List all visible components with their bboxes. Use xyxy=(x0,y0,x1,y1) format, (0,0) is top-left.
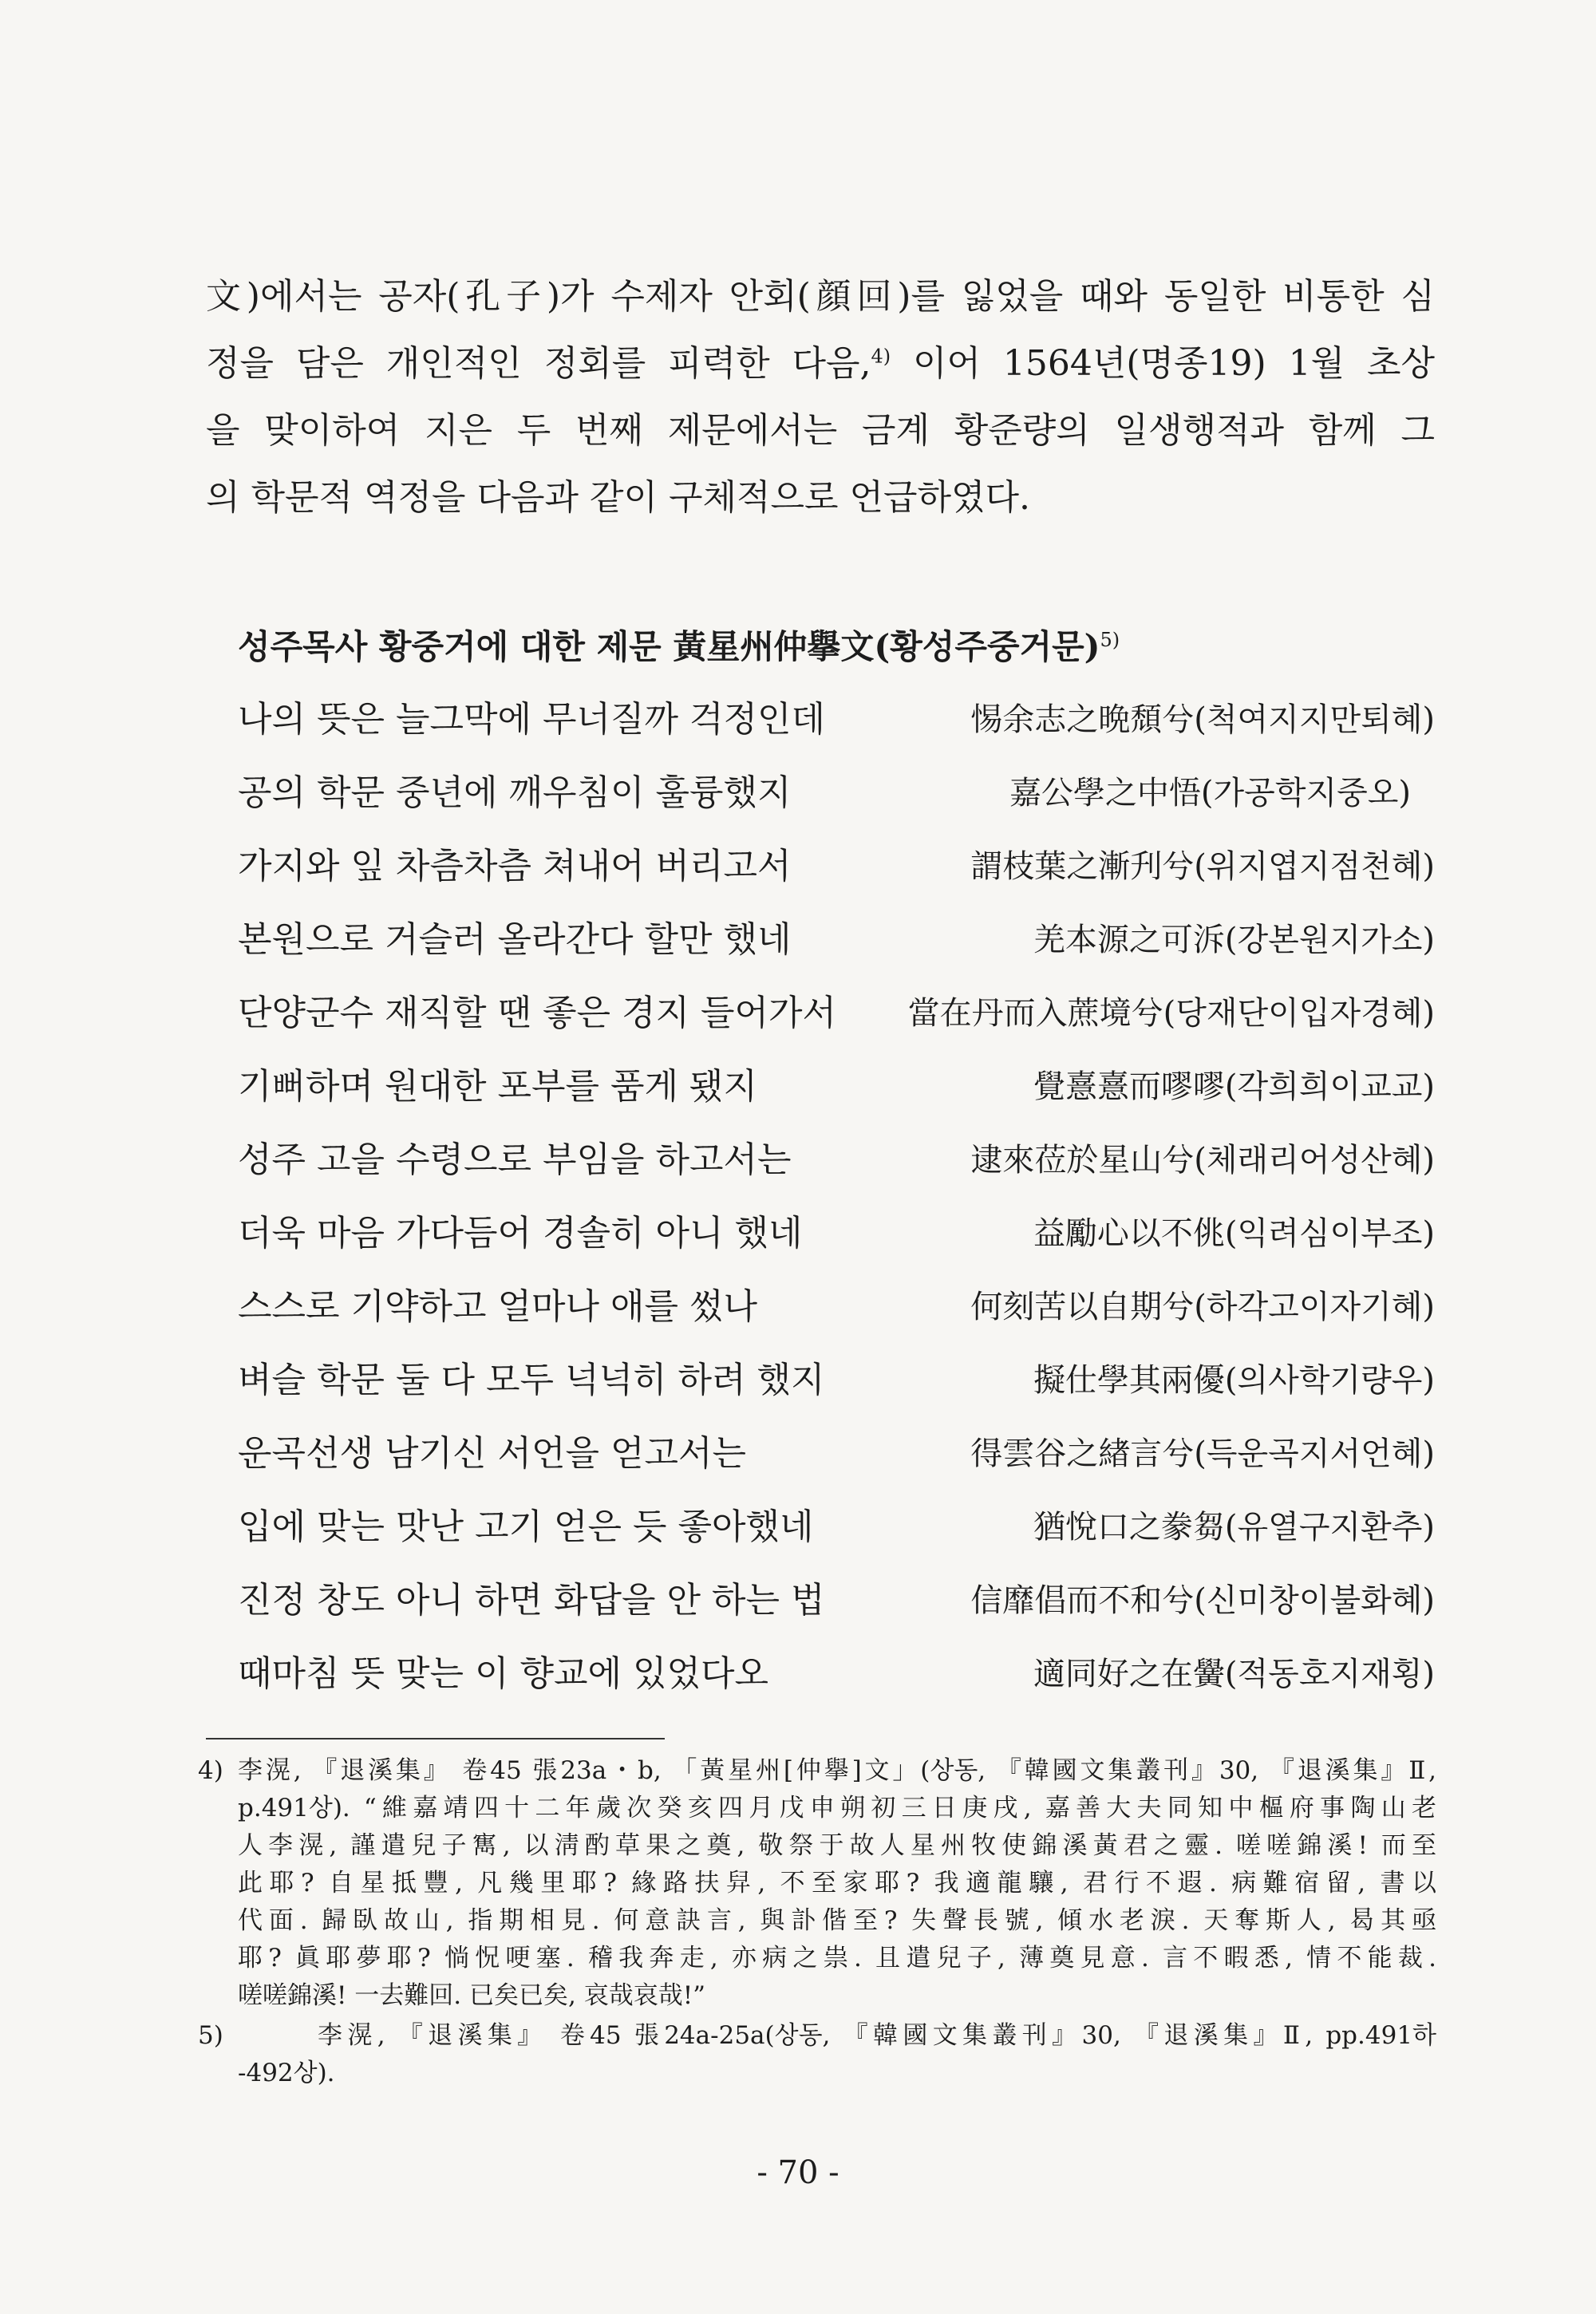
verse-line xyxy=(238,1564,1435,1637)
verse-hanja: 羌本源之可泝(강본원지가소) xyxy=(1033,922,1435,958)
verse-hanja: 逮來莅於星山兮(체래리어성산혜) xyxy=(970,1142,1435,1179)
verse-line xyxy=(238,977,1435,1050)
intro-line-2 xyxy=(206,330,1435,397)
verse-line xyxy=(238,1491,1435,1564)
verse-korean: 본원으로 거슬러 올라간다 할만 했네 xyxy=(238,919,792,960)
verse-hanja: 何刻苦以自期兮(하각고이자기혜) xyxy=(970,1289,1435,1325)
intro-paragraph xyxy=(206,263,1435,531)
verse-hanja: 覺憙憙而嘐嘐(각희희이교교) xyxy=(1033,1068,1435,1105)
verse-korean: 더욱 마음 가다듬어 경솔히 아니 했네 xyxy=(238,1213,803,1254)
verse-korean: 때마침 뜻 맞는 이 향교에 있었다오 xyxy=(238,1653,768,1694)
footnote-ref-4[interactable]: 4) xyxy=(871,345,891,368)
footnote-line: 代面. 歸臥故山, 指期相見. 何意訣言, 與訃偕至? 失聲長號, 傾水老淚. 天奪斯人, 曷其亟 xyxy=(238,1906,1436,1935)
verse-line xyxy=(238,1344,1435,1417)
footnote-line: 耶? 眞耶夢耶? 惝怳哽塞. 稽我奔走, 亦病之祟. 且遣兒子, 薄奠見意. 言不暇悉, 情不能裁. xyxy=(238,1944,1436,1972)
verse-line xyxy=(238,1123,1435,1197)
verse-korean: 벼슬 학문 둘 다 모두 넉넉히 하려 했지 xyxy=(238,1360,825,1400)
verse-hanja: 當在丹而入蔗境兮(당재단이입자경혜) xyxy=(907,995,1435,1032)
footnote-divider xyxy=(206,1738,665,1739)
intro-line-3: 을 맞이하여 지은 두 번째 제문에서는 금계 황준량의 일생행적과 함께 그 xyxy=(206,410,1435,451)
footnote-5 xyxy=(198,2017,1436,2092)
verse-line xyxy=(238,1050,1435,1123)
footnote-line: 嗟嗟錦溪! 一去難回. 已矣已矣, 哀哉哀哉!” xyxy=(238,1981,706,2010)
verse-korean: 가지와 잎 차츰차츰 쳐내어 버리고서 xyxy=(238,846,792,887)
verse-hanja: 信靡倡而不和兮(신미창이불화혜) xyxy=(970,1582,1435,1619)
verse-korean: 단양군수 재직할 땐 좋은 경지 들어가서 xyxy=(238,993,836,1033)
verse-line xyxy=(238,1197,1435,1270)
verse-hanja: 擬仕學其兩優(의사학기량우) xyxy=(1033,1362,1435,1399)
verse-hanja: 猶悅口之豢芻(유열구지환추) xyxy=(1033,1509,1435,1546)
verse-line xyxy=(238,1637,1435,1711)
verse-korean: 입에 맞는 맛난 고기 얻은 듯 좋아했네 xyxy=(238,1506,814,1547)
intro-line-2-rest: 이어 1564년(명종19) 1월 초상 xyxy=(891,343,1435,384)
footnote-line: 此耶? 自星抵豐, 凡幾里耶? 緣路扶舁, 不至家耶? 我適龍驤, 君行不遐. 病難宿留, 書以 xyxy=(238,1869,1436,1897)
verse-line xyxy=(238,683,1435,756)
verse-line xyxy=(238,830,1435,903)
verse-hanja: 謂枝葉之漸刋兮(위지엽지점천혜) xyxy=(970,848,1435,885)
verse-hanja: 適同好之在黌(적동호지재횡) xyxy=(1033,1656,1435,1692)
verse-korean: 공의 학문 중년에 깨우침이 훌륭했지 xyxy=(238,772,792,813)
footnote-ref-5[interactable]: 5) xyxy=(1100,629,1120,651)
intro-line-1: 文)에서는 공자(孔子)가 수제자 안회(顔回)를 잃었을 때와 동일한 비통한 심 xyxy=(206,276,1435,317)
footnote-line: 李滉, 『退溪集』 卷45 張24a-25a(상동, 『韓國文集叢刊』30, 『退溪集』Ⅱ, pp.491하 xyxy=(318,2021,1436,2050)
footnote-line: p.491상). “維嘉靖四十二年歲次癸亥四月戊申朔初三日庚戌, 嘉善大夫同知中樞府事陶山老 xyxy=(238,1794,1436,1822)
verse-korean: 기뻐하며 원대한 포부를 품게 됐지 xyxy=(238,1066,757,1107)
verse-korean: 운곡선생 남기신 서언을 얻고서는 xyxy=(238,1433,747,1474)
footnote-line: 人李滉, 謹遣兒子寯, 以淸酌草果之奠, 敬祭于故人星州牧使錦溪黃君之靈. 嗟嗟錦溪! 而至 xyxy=(238,1831,1436,1860)
footnote-4 xyxy=(198,1752,1436,2015)
footnote-number: 5) xyxy=(198,2021,223,2050)
page-number: - 70 - xyxy=(757,2154,839,2191)
verse-line xyxy=(238,1270,1435,1344)
footnote-line: 李滉, 『退溪集』 卷45 張23a・b, 「黃星州[仲擧]文」(상동, 『韓國文集叢刊』30, 『退溪集』Ⅱ, xyxy=(238,1756,1436,1785)
verse-korean: 스스로 기약하고 얼마나 애를 썼나 xyxy=(238,1286,757,1327)
footnote-number: 4) xyxy=(198,1756,223,1785)
verse-hanja: 得雲谷之緖言兮(득운곡지서언혜) xyxy=(970,1435,1435,1472)
verse-line xyxy=(238,903,1435,977)
verse-hanja: 嘉公學之中悟(가공학지중오) xyxy=(1009,775,1411,811)
intro-line-2-text: 정을 담은 개인적인 정회를 피력한 다음, xyxy=(206,343,871,384)
verse-line xyxy=(238,1417,1435,1491)
footnote-line: -492상). xyxy=(238,2059,335,2087)
poem-heading-text: 성주목사 황중거에 대한 제문 黃星州仲擧文(황성주중거문) xyxy=(238,627,1100,666)
verse-line xyxy=(238,756,1435,830)
verse-hanja: 益勵心以不佻(익려심이부조) xyxy=(1033,1215,1435,1252)
intro-line-4: 의 학문적 역정을 다음과 같이 구체적으로 언급하였다. xyxy=(206,477,1030,518)
verse-korean: 성주 고을 수령으로 부임을 하고서는 xyxy=(238,1139,792,1180)
verse-korean: 나의 뜻은 늘그막에 무너질까 걱정인데 xyxy=(238,699,826,740)
verse-korean: 진정 창도 아니 하면 화답을 안 하는 법 xyxy=(238,1580,825,1621)
verse-hanja: 惕余志之晩頹兮(척여지지만퇴혜) xyxy=(970,701,1435,738)
poem-heading xyxy=(238,621,1120,669)
